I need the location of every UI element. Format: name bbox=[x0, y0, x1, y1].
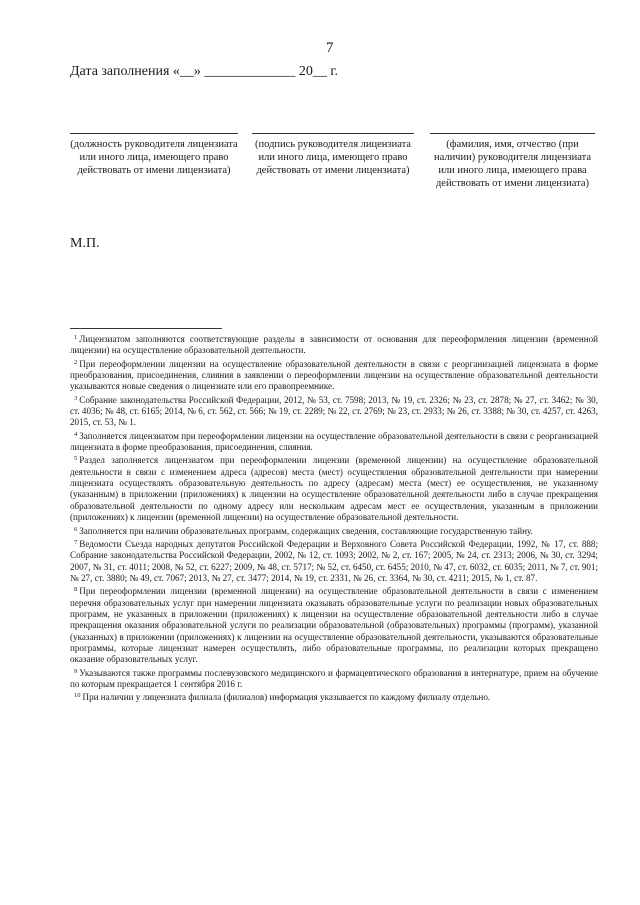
signature-sign-block bbox=[252, 133, 414, 177]
footnotes bbox=[70, 334, 598, 706]
signature-caption-sign: (подпись руководителя лицензиата или иного лица, имеющего право действовать от имени лицензиата) bbox=[255, 139, 411, 176]
footnote-number: 4 bbox=[74, 430, 78, 438]
signature-line bbox=[430, 133, 595, 134]
footnote-number: 6 bbox=[74, 525, 78, 533]
footnote-text: Лицензиатом заполняются соответствующие разделы в зависимости от основания для переоформления лицензии (временной лицензии) на осуществление образовательной деятельности. bbox=[70, 334, 598, 356]
footnote-number: 7 bbox=[74, 538, 78, 546]
footnote-separator bbox=[70, 328, 222, 329]
footnote-number: 10 bbox=[74, 692, 81, 700]
footnote-number: 2 bbox=[74, 358, 78, 366]
footnote bbox=[70, 359, 598, 393]
footnote-number: 8 bbox=[74, 586, 78, 594]
signature-name-block bbox=[430, 133, 595, 190]
footnote-number: 5 bbox=[74, 455, 78, 463]
footnote bbox=[70, 668, 598, 691]
footnote-text: При наличии у лицензиата филиала (филиалов) информация указывается по каждому филиалу отдельно. bbox=[82, 692, 491, 703]
signature-position-block bbox=[70, 133, 238, 177]
footnote-text: Ведомости Съезда народных депутатов Российской Федерации и Верховного Совета Российской Федерации, 1992, № 17, ст. 888; Собрание законодательства Российской Федерации, 2002, № 12, ст. 1093; 2002, № 2, ст. 167; 2005, № 24, ст. 2313; 2006, № 30, ст. 3294; 2007, № 31, ст. 4011; 2008, № 52, ст. 6227; 2009, № 48, ст. 5717; № 52, ст. 6450, ст. 6455; 2010, № 47, ст. 6032, ст. 6035; 2011, № 7, ст. 901; № 27, ст. 3880; № 49, ст. 7067; 2013, № 27, ст. 3477; 2014, № 19, ст. 2331, № 26, ст. 3364, № 30, ст. 4211; 2015, № 1, ст. 87. bbox=[70, 538, 598, 583]
seal-placeholder: М.П. bbox=[70, 236, 100, 251]
footnote bbox=[70, 395, 598, 429]
footnote-number: 1 bbox=[74, 334, 78, 341]
signature-line bbox=[252, 133, 414, 134]
footnote bbox=[70, 334, 598, 357]
footnote bbox=[70, 586, 598, 665]
footnote-text: При переоформлении лицензии на осуществление образовательной деятельности в связи с реорганизацией лицензиата в форме преобразования, присоединения, слияния в заявлении о переоформлении лицензии на осуществление образовательной деятельности указываются новые сведения о лицензиате или его правопреемнике. bbox=[70, 358, 598, 392]
footnote-text: Раздел заполняется лицензиатом при переоформлении лицензии (временной лицензии) на осуществление образовательной деятельности в связи с изменением адреса (адресов) места (мест) осуществления образовательной деятельности при намерении лицензиата осуществлять образовательную деятельность по адресу (адресам) места (мест) ее осуществления, не указанному (указанным) в приложении (приложениях) к лицензии на осуществление образовательной деятельности либо в случае прекращения образовательной деятельности по одному адресу или нескольким адресам мест ее осуществления, указанным в приложении (приложениях) к лицензии (временной лицензии) на осуществление образовательной деятельности. bbox=[70, 455, 598, 523]
signature-line bbox=[70, 133, 238, 134]
footnote-number: 9 bbox=[74, 667, 78, 675]
footnote bbox=[70, 431, 598, 454]
footnote-text: Заполняется лицензиатом при переоформлении лицензии на осуществление образовательной деятельности в связи с реорганизацией лицензиата в форме преобразования, присоединения, слияния. bbox=[70, 430, 598, 453]
footnote bbox=[70, 539, 598, 584]
footnote bbox=[70, 526, 598, 537]
footnote-text: Заполняется при наличии образовательных программ, содержащих сведения, составляющие государственную тайну. bbox=[79, 525, 533, 536]
footnote-number: 3 bbox=[74, 394, 78, 402]
footnote bbox=[70, 692, 598, 703]
footnote-text: При переоформлении лицензии (временной лицензии) на осуществление образовательной деятельности в связи с изменением перечня образовательных услуг при намерении лицензиата оказывать образовательные услуги по реализации новых образовательных программ, не указанных в приложении (приложениях) к лицензии на осуществление образовательной деятельности либо в случае прекращения оказания образовательной услуги по реализации образовательной (образовательных) программы (программ), указанной (указанных) в приложении (приложениях) к лицензии на осуществление образовательной деятельности, указываются образовательные программы, которые лицензиат намерен осуществлять, либо образовательные программы, по реализации которых прекращено оказание образовательных услуг. bbox=[70, 586, 598, 665]
footnote-text: Собрание законодательства Российской Федерации, 2012, № 53, ст. 7598; 2013, № 19, ст. 2326; № 23, ст. 2878; № 27, ст. 3462; № 30, ст. 4036; № 48, ст. 6165; 2014, № 6, ст. 562, ст. 566; № 19, ст. 2289; № 22, ст. 2769; № 23, ст. 2933; № 26, ст. 3388; № 30, ст. 4257, ст. 4263, 2015, ст. 53, № 1. bbox=[70, 394, 598, 428]
signature-caption-position: (должность руководителя лицензиата или иного лица, имеющего право действовать от имени лицензиата) bbox=[70, 139, 238, 176]
page-number: 7 bbox=[326, 40, 334, 56]
fill-date-line: Дата заполнения «__» _____________ 20__ г. bbox=[70, 64, 339, 79]
footnote bbox=[70, 455, 598, 523]
signature-caption-name: (фамилия, имя, отчество (при наличии) руководителя лицензиата или иного лица, имеющего права действовать от имени лицензиата) bbox=[433, 139, 592, 189]
footnote-text: Указываются также программы послевузовского медицинского и фармацевтического образования в интернатуре, прием на обучение по которым прекращается 1 сентября 2016 г. bbox=[70, 667, 598, 689]
